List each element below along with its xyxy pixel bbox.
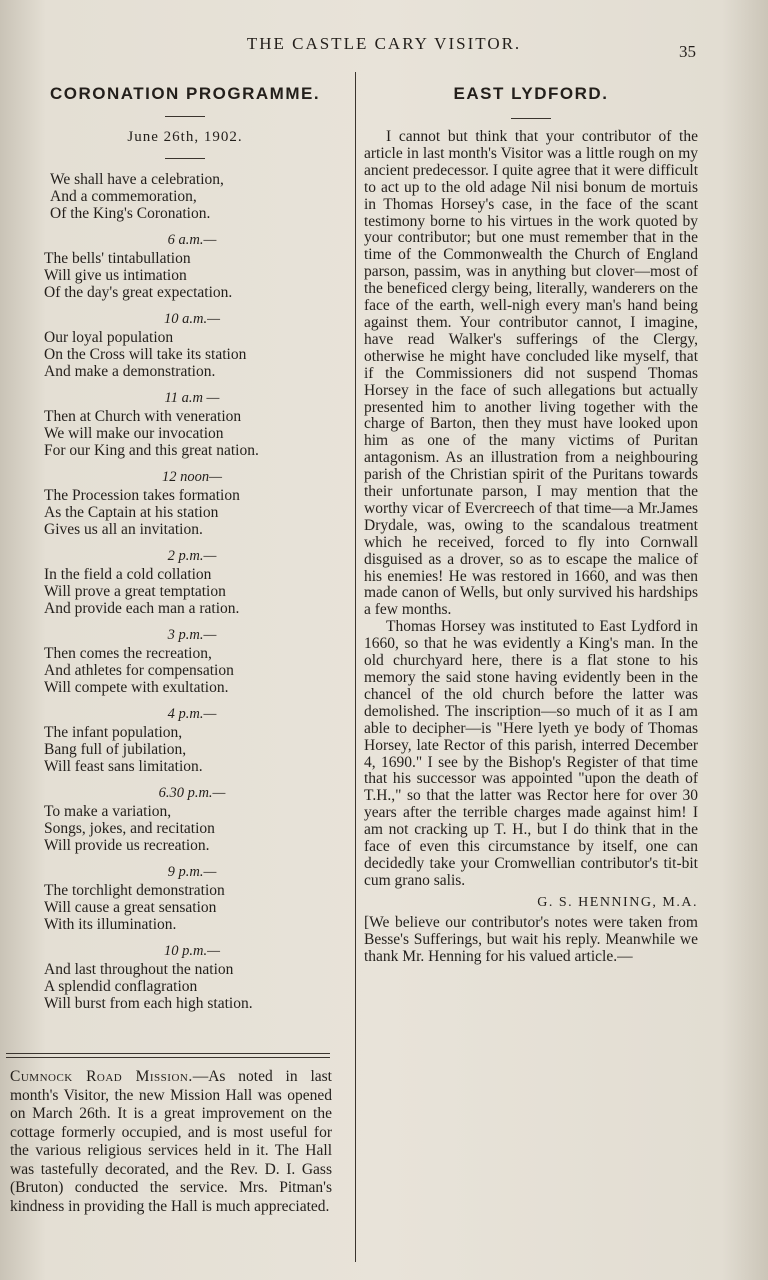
poem-line: And athletes for compensation	[44, 662, 234, 679]
poem-line: For our King and this great nation.	[44, 442, 259, 459]
poem-line: And make a demonstration.	[44, 363, 216, 380]
poem-line: The infant population,	[44, 724, 183, 741]
poem-line: Will prove a great temptation	[44, 583, 226, 600]
letter-paragraph-1: I cannot but think that your contributor of the article in last month's Visitor was a little rough on my ancient predecessor. I quite agree that it were difficult to act up to the old adage Nil nisi bonum de mortuis in Thomas Horsey's case, in the face of the scant testimony borne to his virtues in the work quoted by your contributor; but one must remember that in the time of the Commonwealth the Church of England parson, passim, was in anything but clover—most of the beneficed clergy being, literally, wanderers on the face of the earth, well-nigh every man's hand being against them. Your contributor cannot, I imagine, have read Walker's sufferings of the Clergy, otherwise he might have concluded like myself, that if the Commissioners did not suspend Thomas Horsey in the face of such allegations but actually presented him to another living together with the charge of Barton, then they must have looked upon him as one of the many victims of Puritan antagonism. As an illustration from a neighbouring parish of the Christian spirit of the Puritans towards their unfortunate parson, I may mention that the worthy vicar of Evercreech of that time—a Mr.James Drydale, was, owing to the scandalous treatment which he received, forced to fly into Cornwall disguised as a drover, so as to escape the malice of his enemies! He was restored in 1660, and was then made canon of Wells, but only survived his hardships a few months.	[364, 128, 698, 619]
poem-line: As the Captain at his station	[44, 504, 219, 521]
poem-line: Will burst from each high station.	[44, 995, 253, 1012]
poem-line: And provide each man a ration.	[44, 600, 240, 617]
poem-line: The bells' tintabullation	[44, 250, 191, 267]
poem-line: In the field a cold collation	[44, 566, 212, 583]
poem-line: Will feast sans limitation.	[44, 758, 203, 775]
poem-line: Songs, jokes, and recitation	[44, 820, 215, 837]
poem-line: Of the day's great expectation.	[44, 284, 233, 301]
title-rule	[165, 116, 205, 117]
mission-text: —As noted in last month's Visitor, the new Mission Hall was opened on March 26th. It is a great improvement on the cottage formerly occupied, and is most useful for the various religious services held in it. The Hall was tastefully decorated, and the Rev. D. I. Gass (Bruton) conducted the service. Mrs. Pitman's kindness in providing the Hall is much appreciated.	[10, 1068, 332, 1215]
stanza-11am	[30, 390, 340, 459]
poem-line: Bang full of jubilation,	[44, 741, 187, 758]
mission-lead: Cumnock Road Mission.	[10, 1068, 193, 1085]
poem-line: The torchlight demonstration	[44, 882, 225, 899]
poem-line: A splendid conflagration	[44, 978, 198, 995]
stanza-time: 10 p.m.—	[164, 943, 220, 959]
column-divider	[355, 72, 356, 1262]
poem-line: Will give us intimation	[44, 267, 187, 284]
section-double-rule	[6, 1053, 330, 1058]
stanza-10am	[30, 311, 340, 380]
editor-note: [We believe our contributor's notes were taken from Besse's Sufferings, but wait his reply. Meanwhile we thank Mr. Henning for his valued article.—	[364, 913, 698, 965]
stanza-10pm	[30, 943, 340, 1012]
stanza-time: 11 a.m —	[164, 390, 220, 406]
mission-paragraph	[10, 1068, 332, 1216]
stanza-2pm	[30, 548, 340, 617]
poem-line: We shall have a celebration,	[50, 171, 224, 188]
poem-line: Gives us all an invitation.	[44, 521, 203, 538]
stanza-6am	[30, 232, 340, 301]
poem-line: Will cause a great sensation	[44, 899, 217, 916]
date-rule	[165, 158, 205, 159]
stanza-time: 12 noon—	[161, 469, 223, 485]
stanza-time: 4 p.m.—	[167, 706, 217, 722]
letter-paragraph-2: Thomas Horsey was instituted to East Lydford in 1660, so that he was evidently a King's man. In the old churchyard here, there is a flat stone to his memory the said stone having evidently been in the chancel of the old church before the latter was demolished. The inscription—so much of it as I am able to decipher—is "Here lyeth ye body of Thomas Horsey, late Rector of this parish, interred December 4, 1690." I see by the Bishop's Register of that time that his successor was appointed "upon the death of T.H.," so that the latter was Rector here for over 30 years after the terrible charges made against him! I am not cracking up T. H., but I do think that in the face of even this circumstance by itself, one can decidedly take your Cromwellian contributor's tit-bit cum grano salis.	[364, 618, 698, 889]
stanza-time: 10 a.m.—	[164, 311, 220, 327]
poem-line: We will make our invocation	[44, 425, 224, 442]
title-rule	[511, 118, 551, 119]
left-column	[30, 84, 340, 1012]
stanza-4pm	[30, 706, 340, 775]
stanza-9pm	[30, 864, 340, 933]
right-column	[364, 84, 698, 966]
stanza-12noon	[30, 469, 340, 538]
stanza-time: 9 p.m.—	[167, 864, 217, 880]
poem-line: Of the King's Coronation.	[50, 205, 211, 222]
page-number: 35	[679, 42, 696, 61]
poem-line: Will provide us recreation.	[44, 837, 210, 854]
programme-date: June 26th, 1902.	[127, 129, 243, 145]
poem-line: To make a variation,	[44, 803, 172, 820]
stanza-time: 6.30 p.m.—	[158, 785, 226, 801]
poem-line: Then at Church with veneration	[44, 408, 242, 425]
stanza-time: 3 p.m.—	[167, 627, 217, 643]
stanza-630pm	[30, 785, 340, 854]
east-lydford-title: EAST LYDFORD.	[453, 84, 609, 103]
stanza-3pm	[30, 627, 340, 696]
poem-line: Will compete with exultation.	[44, 679, 229, 696]
signature: G. S. HENNING, M.A.	[537, 894, 698, 910]
running-title: THE CASTLE CARY VISITOR.	[246, 34, 522, 53]
poem-line: And last throughout the nation	[44, 961, 234, 978]
poem-intro	[30, 171, 340, 222]
poem-line: With its illumination.	[44, 916, 177, 933]
poem-line: Then comes the recreation,	[44, 645, 212, 662]
poem-line: The Procession takes formation	[44, 487, 240, 504]
stanza-time: 6 a.m.—	[167, 232, 217, 248]
stanza-time: 2 p.m.—	[167, 548, 217, 564]
poem-line: Our loyal population	[44, 329, 174, 346]
poem-line: And a commemoration,	[50, 188, 197, 205]
poem-line: On the Cross will take its station	[44, 346, 247, 363]
coronation-title: CORONATION PROGRAMME.	[49, 84, 321, 103]
